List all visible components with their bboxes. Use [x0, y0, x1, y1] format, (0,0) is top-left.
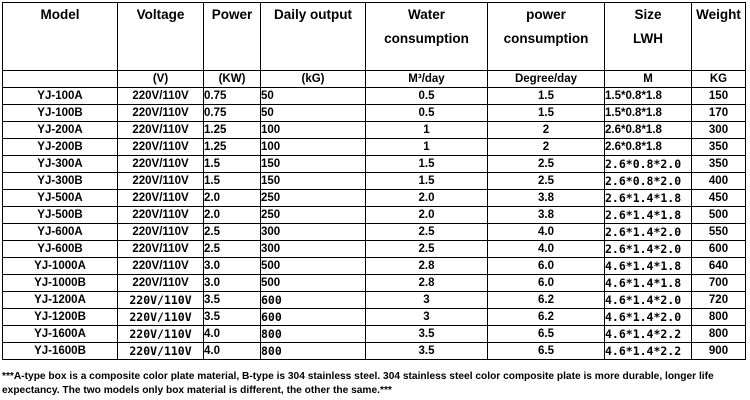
cell-power: 2.0: [204, 190, 261, 207]
cell-water-consumption: 2.8: [366, 258, 488, 275]
table-row: [3, 88, 746, 105]
cell-model: YJ-1000A: [3, 258, 118, 275]
table-row: [3, 258, 746, 275]
cell-voltage: 220V/110V: [118, 275, 204, 292]
cell-weight: 350: [692, 156, 746, 173]
cell-weight: 640: [692, 258, 746, 275]
cell-weight: 800: [692, 326, 746, 343]
unit-daily-output: (kG): [261, 71, 366, 88]
cell-voltage: 220V/110V: [118, 207, 204, 224]
cell-daily-output: 600: [261, 309, 366, 326]
cell-model: YJ-1200A: [3, 292, 118, 309]
table-row: [3, 156, 746, 173]
cell-voltage: 220V/110V: [118, 309, 204, 326]
cell-water-consumption: 2.5: [366, 241, 488, 258]
cell-model: YJ-300B: [3, 173, 118, 190]
cell-power-consumption: 6.2: [488, 292, 605, 309]
cell-voltage: 220V/110V: [118, 156, 204, 173]
cell-daily-output: 300: [261, 241, 366, 258]
header-weight: Weight: [692, 3, 746, 71]
cell-water-consumption: 1: [366, 122, 488, 139]
cell-model: YJ-500B: [3, 207, 118, 224]
cell-voltage: 220V/110V: [118, 224, 204, 241]
cell-size: 4.6*1.4*1.8: [605, 275, 692, 292]
cell-power-consumption: 1.5: [488, 105, 605, 122]
cell-power: 2.5: [204, 241, 261, 258]
cell-size: 4.6*1.4*2.0: [605, 309, 692, 326]
cell-water-consumption: 2.0: [366, 190, 488, 207]
header-power: Power: [204, 3, 261, 71]
cell-power: 4.0: [204, 343, 261, 360]
cell-voltage: 220V/110V: [118, 292, 204, 309]
cell-power: 2.5: [204, 224, 261, 241]
cell-voltage: 220V/110V: [118, 241, 204, 258]
cell-water-consumption: 3: [366, 292, 488, 309]
cell-weight: 170: [692, 105, 746, 122]
unit-weight: KG: [692, 71, 746, 88]
cell-power-consumption: 6.5: [488, 343, 605, 360]
cell-voltage: 220V/110V: [118, 139, 204, 156]
table-row: [3, 190, 746, 207]
cell-daily-output: 100: [261, 122, 366, 139]
cell-water-consumption: 0.5: [366, 88, 488, 105]
cell-weight: 350: [692, 139, 746, 156]
table-row: [3, 241, 746, 258]
cell-model: YJ-100B: [3, 105, 118, 122]
cell-power: 0.75: [204, 88, 261, 105]
cell-power: 1.25: [204, 139, 261, 156]
cell-size: 1.5*0.8*1.8: [605, 105, 692, 122]
cell-model: YJ-1600B: [3, 343, 118, 360]
cell-daily-output: 500: [261, 275, 366, 292]
footnote: ***A-type box is a composite color plate material, B-type is 304 stainless steel. 304 stainless steel color composite plate is more durable, longer life expectancy. The two models only box material is different, the other the same.***: [2, 371, 714, 396]
table-row: [3, 275, 746, 292]
cell-size: 2.6*1.4*1.8: [605, 190, 692, 207]
cell-size: 1.5*0.8*1.8: [605, 88, 692, 105]
header-voltage: Voltage: [118, 3, 204, 71]
unit-model: [3, 71, 118, 88]
cell-voltage: 220V/110V: [118, 105, 204, 122]
cell-size: 2.6*1.4*2.0: [605, 224, 692, 241]
cell-power-consumption: 4.0: [488, 224, 605, 241]
cell-power: 1.5: [204, 156, 261, 173]
cell-power-consumption: 6.2: [488, 309, 605, 326]
table-row: [3, 343, 746, 360]
cell-voltage: 220V/110V: [118, 343, 204, 360]
table-row: [3, 105, 746, 122]
cell-water-consumption: 3.5: [366, 343, 488, 360]
spec-table: [2, 2, 746, 360]
cell-weight: 800: [692, 309, 746, 326]
cell-daily-output: 600: [261, 292, 366, 309]
header-size: Size LWH: [605, 3, 692, 71]
table-row: [3, 207, 746, 224]
cell-power: 2.0: [204, 207, 261, 224]
cell-power: 0.75: [204, 105, 261, 122]
cell-power-consumption: 3.8: [488, 190, 605, 207]
table-row: [3, 224, 746, 241]
unit-row: [3, 71, 746, 88]
table-row: [3, 326, 746, 343]
cell-voltage: 220V/110V: [118, 122, 204, 139]
cell-weight: 450: [692, 190, 746, 207]
cell-water-consumption: 2.5: [366, 224, 488, 241]
cell-daily-output: 150: [261, 173, 366, 190]
cell-size: 4.6*1.4*2.0: [605, 292, 692, 309]
cell-size: 2.6*0.8*1.8: [605, 122, 692, 139]
header-power-consumption: power consumption: [488, 3, 605, 71]
cell-power: 1.25: [204, 122, 261, 139]
cell-water-consumption: 3.5: [366, 326, 488, 343]
cell-size: 2.6*1.4*2.0: [605, 241, 692, 258]
table-body: [3, 71, 746, 360]
cell-size: 2.6*0.8*2.0: [605, 173, 692, 190]
cell-weight: 300: [692, 122, 746, 139]
cell-power: 3.0: [204, 275, 261, 292]
table-row: [3, 139, 746, 156]
cell-water-consumption: 1.5: [366, 156, 488, 173]
cell-power-consumption: 6.5: [488, 326, 605, 343]
cell-power: 3.0: [204, 258, 261, 275]
cell-power-consumption: 2: [488, 122, 605, 139]
cell-power-consumption: 4.0: [488, 241, 605, 258]
cell-voltage: 220V/110V: [118, 190, 204, 207]
cell-weight: 720: [692, 292, 746, 309]
cell-size: 4.6*1.4*1.8: [605, 258, 692, 275]
table-row: [3, 173, 746, 190]
cell-size: 4.6*1.4*2.2: [605, 343, 692, 360]
unit-water-consumption: M³/day: [366, 71, 488, 88]
cell-voltage: 220V/110V: [118, 88, 204, 105]
cell-power: 1.5: [204, 173, 261, 190]
cell-daily-output: 250: [261, 207, 366, 224]
cell-size: 2.6*1.4*1.8: [605, 207, 692, 224]
cell-daily-output: 800: [261, 326, 366, 343]
cell-daily-output: 150: [261, 156, 366, 173]
cell-daily-output: 300: [261, 224, 366, 241]
cell-weight: 700: [692, 275, 746, 292]
unit-voltage: (V): [118, 71, 204, 88]
cell-power-consumption: 1.5: [488, 88, 605, 105]
cell-model: YJ-200A: [3, 122, 118, 139]
cell-power-consumption: 2.5: [488, 173, 605, 190]
cell-daily-output: 250: [261, 190, 366, 207]
cell-size: 2.6*0.8*2.0: [605, 156, 692, 173]
cell-model: YJ-1200B: [3, 309, 118, 326]
cell-weight: 400: [692, 173, 746, 190]
unit-power-consumption: Degree/day: [488, 71, 605, 88]
table-row: [3, 292, 746, 309]
cell-model: YJ-600A: [3, 224, 118, 241]
cell-water-consumption: 0.5: [366, 105, 488, 122]
cell-power: 4.0: [204, 326, 261, 343]
cell-model: YJ-100A: [3, 88, 118, 105]
cell-size: 4.6*1.4*2.2: [605, 326, 692, 343]
unit-size: M: [605, 71, 692, 88]
cell-power: 3.5: [204, 292, 261, 309]
cell-daily-output: 50: [261, 88, 366, 105]
cell-weight: 600: [692, 241, 746, 258]
cell-model: YJ-1600A: [3, 326, 118, 343]
cell-water-consumption: 2.8: [366, 275, 488, 292]
cell-water-consumption: 2.0: [366, 207, 488, 224]
cell-daily-output: 100: [261, 139, 366, 156]
cell-weight: 550: [692, 224, 746, 241]
header-row: [3, 3, 746, 71]
cell-weight: 150: [692, 88, 746, 105]
cell-daily-output: 800: [261, 343, 366, 360]
cell-power-consumption: 3.8: [488, 207, 605, 224]
cell-model: YJ-500A: [3, 190, 118, 207]
cell-model: YJ-200B: [3, 139, 118, 156]
cell-daily-output: 500: [261, 258, 366, 275]
cell-water-consumption: 3: [366, 309, 488, 326]
cell-model: YJ-600B: [3, 241, 118, 258]
cell-size: 2.6*0.8*1.8: [605, 139, 692, 156]
cell-power: 3.5: [204, 309, 261, 326]
cell-voltage: 220V/110V: [118, 258, 204, 275]
cell-power-consumption: 6.0: [488, 275, 605, 292]
unit-power: (KW): [204, 71, 261, 88]
cell-voltage: 220V/110V: [118, 326, 204, 343]
cell-water-consumption: 1: [366, 139, 488, 156]
cell-water-consumption: 1.5: [366, 173, 488, 190]
cell-model: YJ-1000B: [3, 275, 118, 292]
cell-model: YJ-300A: [3, 156, 118, 173]
cell-power-consumption: 6.0: [488, 258, 605, 275]
header-water-consumption: Water consumption: [366, 3, 488, 71]
header-daily-output: Daily output: [261, 3, 366, 71]
cell-power-consumption: 2: [488, 139, 605, 156]
cell-power-consumption: 2.5: [488, 156, 605, 173]
cell-voltage: 220V/110V: [118, 173, 204, 190]
cell-weight: 900: [692, 343, 746, 360]
table-row: [3, 122, 746, 139]
header-model: Model: [3, 3, 118, 71]
table-row: [3, 309, 746, 326]
cell-daily-output: 50: [261, 105, 366, 122]
cell-weight: 500: [692, 207, 746, 224]
